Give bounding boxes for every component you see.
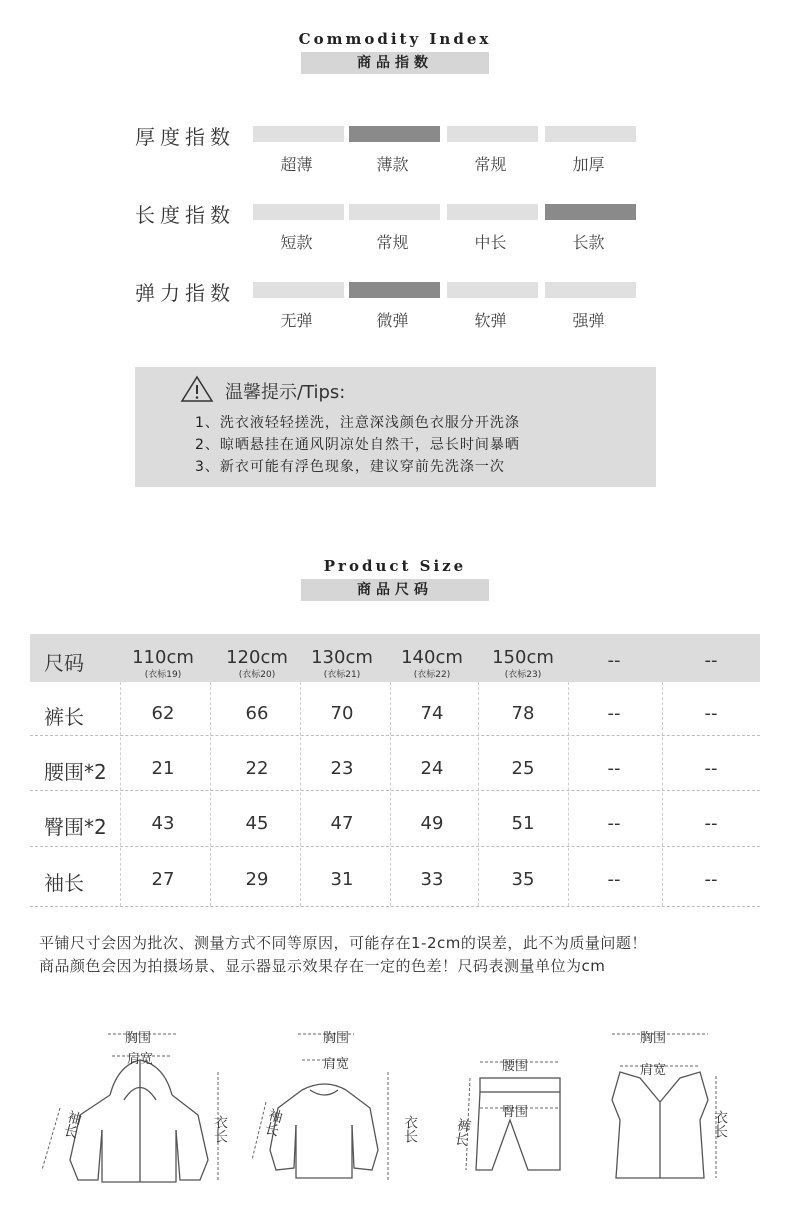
size-cell: 22 (245, 758, 269, 779)
size-cell: 62 (151, 703, 175, 724)
jacket-sleeve-label: 袖长 (60, 1108, 84, 1140)
commodity-title-cn: 商品指数 (301, 52, 489, 74)
size-cell: -- (607, 869, 621, 890)
index-label: 厚度指数 (135, 125, 235, 149)
column-divider (478, 682, 479, 906)
index-bar (447, 204, 538, 220)
index-option: 微弹 (376, 311, 409, 330)
size-row-label: 袖长 (44, 871, 84, 895)
size-column-header: 110cm (132, 647, 194, 668)
jacket-length-label: 衣长 (212, 1115, 228, 1143)
index-option: 强弹 (572, 311, 605, 330)
jacket-shoulder-label: 肩宽 (127, 1052, 154, 1067)
size-column-tag: (衣标23) (504, 670, 542, 680)
index-bar (253, 126, 344, 142)
tips-panel (135, 367, 656, 487)
size-cell: 70 (330, 703, 354, 724)
jacket-chest-label: 胸围 (125, 1031, 152, 1046)
index-bar (253, 204, 344, 220)
pants-length-label: 裤长 (451, 1116, 473, 1148)
sweater-chest-label: 胸围 (323, 1031, 350, 1046)
row-divider (30, 790, 760, 791)
vest-illustration (612, 1072, 708, 1178)
index-bar (349, 204, 440, 220)
size-cell: -- (607, 813, 621, 834)
vest-length-label: 衣长 (712, 1110, 728, 1138)
size-cell: 29 (245, 869, 269, 890)
size-cell: -- (607, 703, 621, 724)
index-bar (349, 126, 440, 142)
size-column-header: -- (607, 650, 621, 671)
size-cell: -- (704, 758, 718, 779)
size-cell: 21 (151, 758, 175, 779)
size-cell: -- (607, 758, 621, 779)
size-header-label: 尺码 (44, 651, 84, 675)
size-cell: 43 (151, 813, 175, 834)
sweater-illustration (270, 1084, 378, 1178)
index-bar (545, 282, 636, 298)
index-bar (253, 282, 344, 298)
index-option: 常规 (474, 155, 507, 174)
size-cell: 27 (151, 869, 175, 890)
note-line-1: 平铺尺寸会因为批次、测量方式不同等原因，可能存在1-2cm的误差，此不为质量问题！ (39, 934, 647, 952)
size-cell: 78 (511, 703, 535, 724)
index-option: 加厚 (572, 155, 605, 174)
pants-waist-label: 腰围 (502, 1059, 529, 1074)
tip-line-1: 1、洗衣液轻轻搓洗，注意深浅颜色衣服分开洗涤 (195, 415, 520, 431)
column-divider (662, 682, 663, 906)
index-option: 无弹 (280, 311, 313, 330)
index-bar (349, 282, 440, 298)
size-column-tag: (衣标20) (238, 670, 276, 680)
size-column-tag: (衣标19) (144, 670, 182, 680)
size-cell: -- (704, 703, 718, 724)
sweater-shoulder-label: 肩宽 (323, 1057, 350, 1072)
row-divider (30, 735, 760, 736)
size-cell: 35 (511, 869, 535, 890)
index-option: 超薄 (280, 155, 313, 174)
size-cell: -- (704, 813, 718, 834)
size-cell: 23 (330, 758, 354, 779)
index-option: 中长 (474, 233, 507, 252)
size-cell: 45 (245, 813, 269, 834)
warning-icon (180, 375, 214, 403)
column-divider (210, 682, 211, 906)
size-cell: 47 (330, 813, 354, 834)
size-title-cn: 商品尺码 (301, 579, 489, 601)
size-row-label: 臀围*2 (44, 815, 107, 839)
size-column-header: 130cm (311, 647, 373, 668)
size-column-header: 140cm (401, 647, 463, 668)
index-option: 长款 (572, 233, 605, 252)
size-row-label: 裤长 (44, 705, 84, 729)
size-cell: 24 (420, 758, 444, 779)
vest-shoulder-label: 肩宽 (640, 1063, 667, 1078)
commodity-title-en: Commodity Index (298, 30, 492, 48)
sweater-length-label: 衣长 (402, 1115, 418, 1143)
index-bar (545, 204, 636, 220)
index-label: 长度指数 (135, 203, 235, 227)
pants-hip-label: 臀围 (502, 1105, 529, 1120)
column-divider (568, 682, 569, 906)
index-bar (545, 126, 636, 142)
size-cell: 25 (511, 758, 535, 779)
index-bar (447, 282, 538, 298)
size-column-header: 150cm (492, 647, 554, 668)
tips-title: 温馨提示/Tips: (225, 382, 346, 403)
row-divider (30, 906, 760, 907)
sweater-sleeve-label: 袖长 (261, 1106, 285, 1138)
column-divider (300, 682, 301, 906)
size-title-en: Product Size (323, 557, 467, 575)
size-column-tag: (衣标21) (323, 670, 361, 680)
vest-chest-label: 胸围 (640, 1031, 667, 1046)
index-option: 软弹 (474, 311, 507, 330)
size-cell: 31 (330, 869, 354, 890)
index-label: 弹力指数 (135, 281, 235, 305)
row-divider (30, 846, 760, 847)
index-option: 常规 (376, 233, 409, 252)
size-cell: -- (704, 869, 718, 890)
pants-illustration (476, 1078, 560, 1170)
size-column-tag: (衣标22) (413, 670, 451, 680)
size-cell: 66 (245, 703, 269, 724)
size-cell: 74 (420, 703, 444, 724)
size-cell: 33 (420, 869, 444, 890)
note-line-2: 商品颜色会因为拍摄场景、显示器显示效果存在一定的色差！尺码表测量单位为cm (39, 957, 606, 975)
jacket-illustration (70, 1060, 208, 1182)
size-column-header: -- (704, 650, 718, 671)
index-option: 短款 (280, 233, 313, 252)
column-divider (120, 682, 121, 906)
size-row-label: 腰围*2 (44, 760, 107, 784)
size-cell: 49 (420, 813, 444, 834)
tip-line-2: 2、晾晒悬挂在通风阴凉处自然干，忌长时间暴晒 (195, 437, 520, 453)
tip-line-3: 3、新衣可能有浮色现象，建议穿前先洗涤一次 (195, 459, 505, 475)
index-option: 薄款 (376, 155, 409, 174)
size-cell: 51 (511, 813, 535, 834)
index-bar (447, 126, 538, 142)
size-column-header: 120cm (226, 647, 288, 668)
column-divider (390, 682, 391, 906)
